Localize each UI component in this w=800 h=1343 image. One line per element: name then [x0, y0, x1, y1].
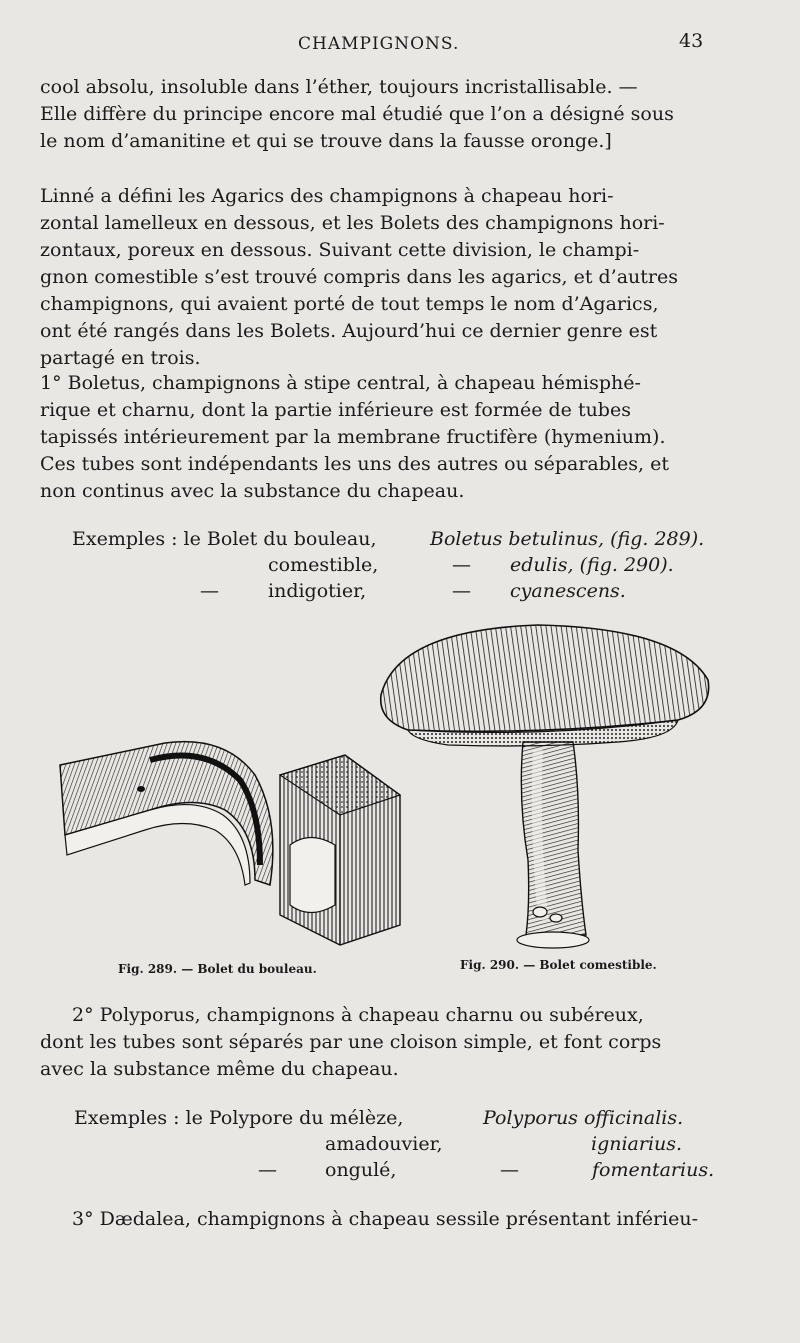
paragraph-1	[40, 74, 706, 155]
paragraph-line: 1° Boletus, champignons à stipe central, à chapeau hémisphé-	[40, 372, 641, 394]
paragraph-line: 2° Polyporus, champignons à chapeau charnu ou subéreux,	[72, 1004, 644, 1026]
paragraph-line: rique et charnu, dont la partie inférieure est formée de tubes	[40, 399, 631, 421]
latin-name: Polyporus officinalis.	[483, 1107, 684, 1129]
paragraph-line: gnon comestible s’est trouvé compris dans les agarics, et d’autres	[40, 266, 678, 288]
example-intro: Exemples : le Bolet du bouleau,	[72, 528, 377, 550]
paragraph-line: Ces tubes sont indépendants les uns des autres ou séparables, et	[40, 453, 669, 475]
paragraph-line: avec la substance même du chapeau.	[40, 1058, 399, 1080]
latin-name: fomentarius.	[592, 1159, 715, 1181]
latin-name: edulis, (fig. 290).	[510, 554, 674, 576]
paragraph-line: 3° Dædalea, champignons à chapeau sessile présentant inférieu-	[72, 1208, 699, 1230]
paragraph-line: le nom d’amanitine et qui se trouve dans la fausse oronge.]	[40, 130, 612, 152]
example-item: amadouvier,	[325, 1133, 443, 1155]
page-header	[0, 30, 800, 58]
paragraph-line: partagé en trois.	[40, 347, 201, 369]
page-number: 43	[679, 30, 704, 52]
latin-name: igniarius.	[591, 1133, 683, 1155]
paragraph-2	[40, 183, 706, 372]
ditto-dash: —	[500, 1159, 519, 1181]
paragraph-line: non continus avec la substance du chapeau.	[40, 480, 465, 502]
paragraph-line: Linné a défini les Agarics des champignons à chapeau hori-	[40, 185, 614, 207]
paragraph-line: cool absolu, insoluble dans l’éther, toujours incristallisable. —	[40, 76, 638, 98]
paragraph-line: zontal lamelleux en dessous, et les Bolets des champignons hori-	[40, 212, 665, 234]
paragraph-line: zontaux, poreux en dessous. Suivant cette division, le champi-	[40, 239, 640, 261]
paragraph-line: tapissés intérieurement par la membrane fructifère (hymenium).	[40, 426, 666, 448]
example-item: ongulé,	[325, 1159, 397, 1181]
ditto-dash: —	[452, 554, 471, 576]
latin-name: cyanescens.	[510, 580, 626, 602]
ditto-dash: —	[258, 1159, 277, 1181]
running-title: CHAMPIGNONS.	[298, 34, 460, 54]
ditto-dash: —	[452, 580, 471, 602]
paragraph-line: dont les tubes sont séparés par une cloison simple, et font corps	[40, 1031, 662, 1053]
example-item: comestible,	[268, 554, 379, 576]
fig-289-illustration	[55, 735, 410, 955]
paragraph-line: ont été rangés dans les Bolets. Aujourd’hui ce dernier genre est	[40, 320, 658, 342]
example-item: indigotier,	[268, 580, 367, 602]
example-intro: Exemples : le Polypore du mélèze,	[74, 1107, 404, 1129]
fig-290-illustration	[378, 620, 713, 955]
figure-caption: Fig. 289. — Bolet du bouleau.	[118, 962, 317, 976]
latin-name: Boletus betulinus, (fig. 289).	[430, 528, 705, 550]
paragraph-5	[40, 1206, 706, 1233]
ditto-dash: —	[200, 580, 219, 602]
paragraph-line: Elle diffère du principe encore mal étudié que l’on a désigné sous	[40, 103, 674, 125]
figure-caption: Fig. 290. — Bolet comestible.	[460, 958, 657, 972]
paragraph-4	[40, 1002, 706, 1083]
paragraph-3	[40, 370, 706, 505]
paragraph-line: champignons, qui avaient porté de tout temps le nom d’Agarics,	[40, 293, 659, 315]
